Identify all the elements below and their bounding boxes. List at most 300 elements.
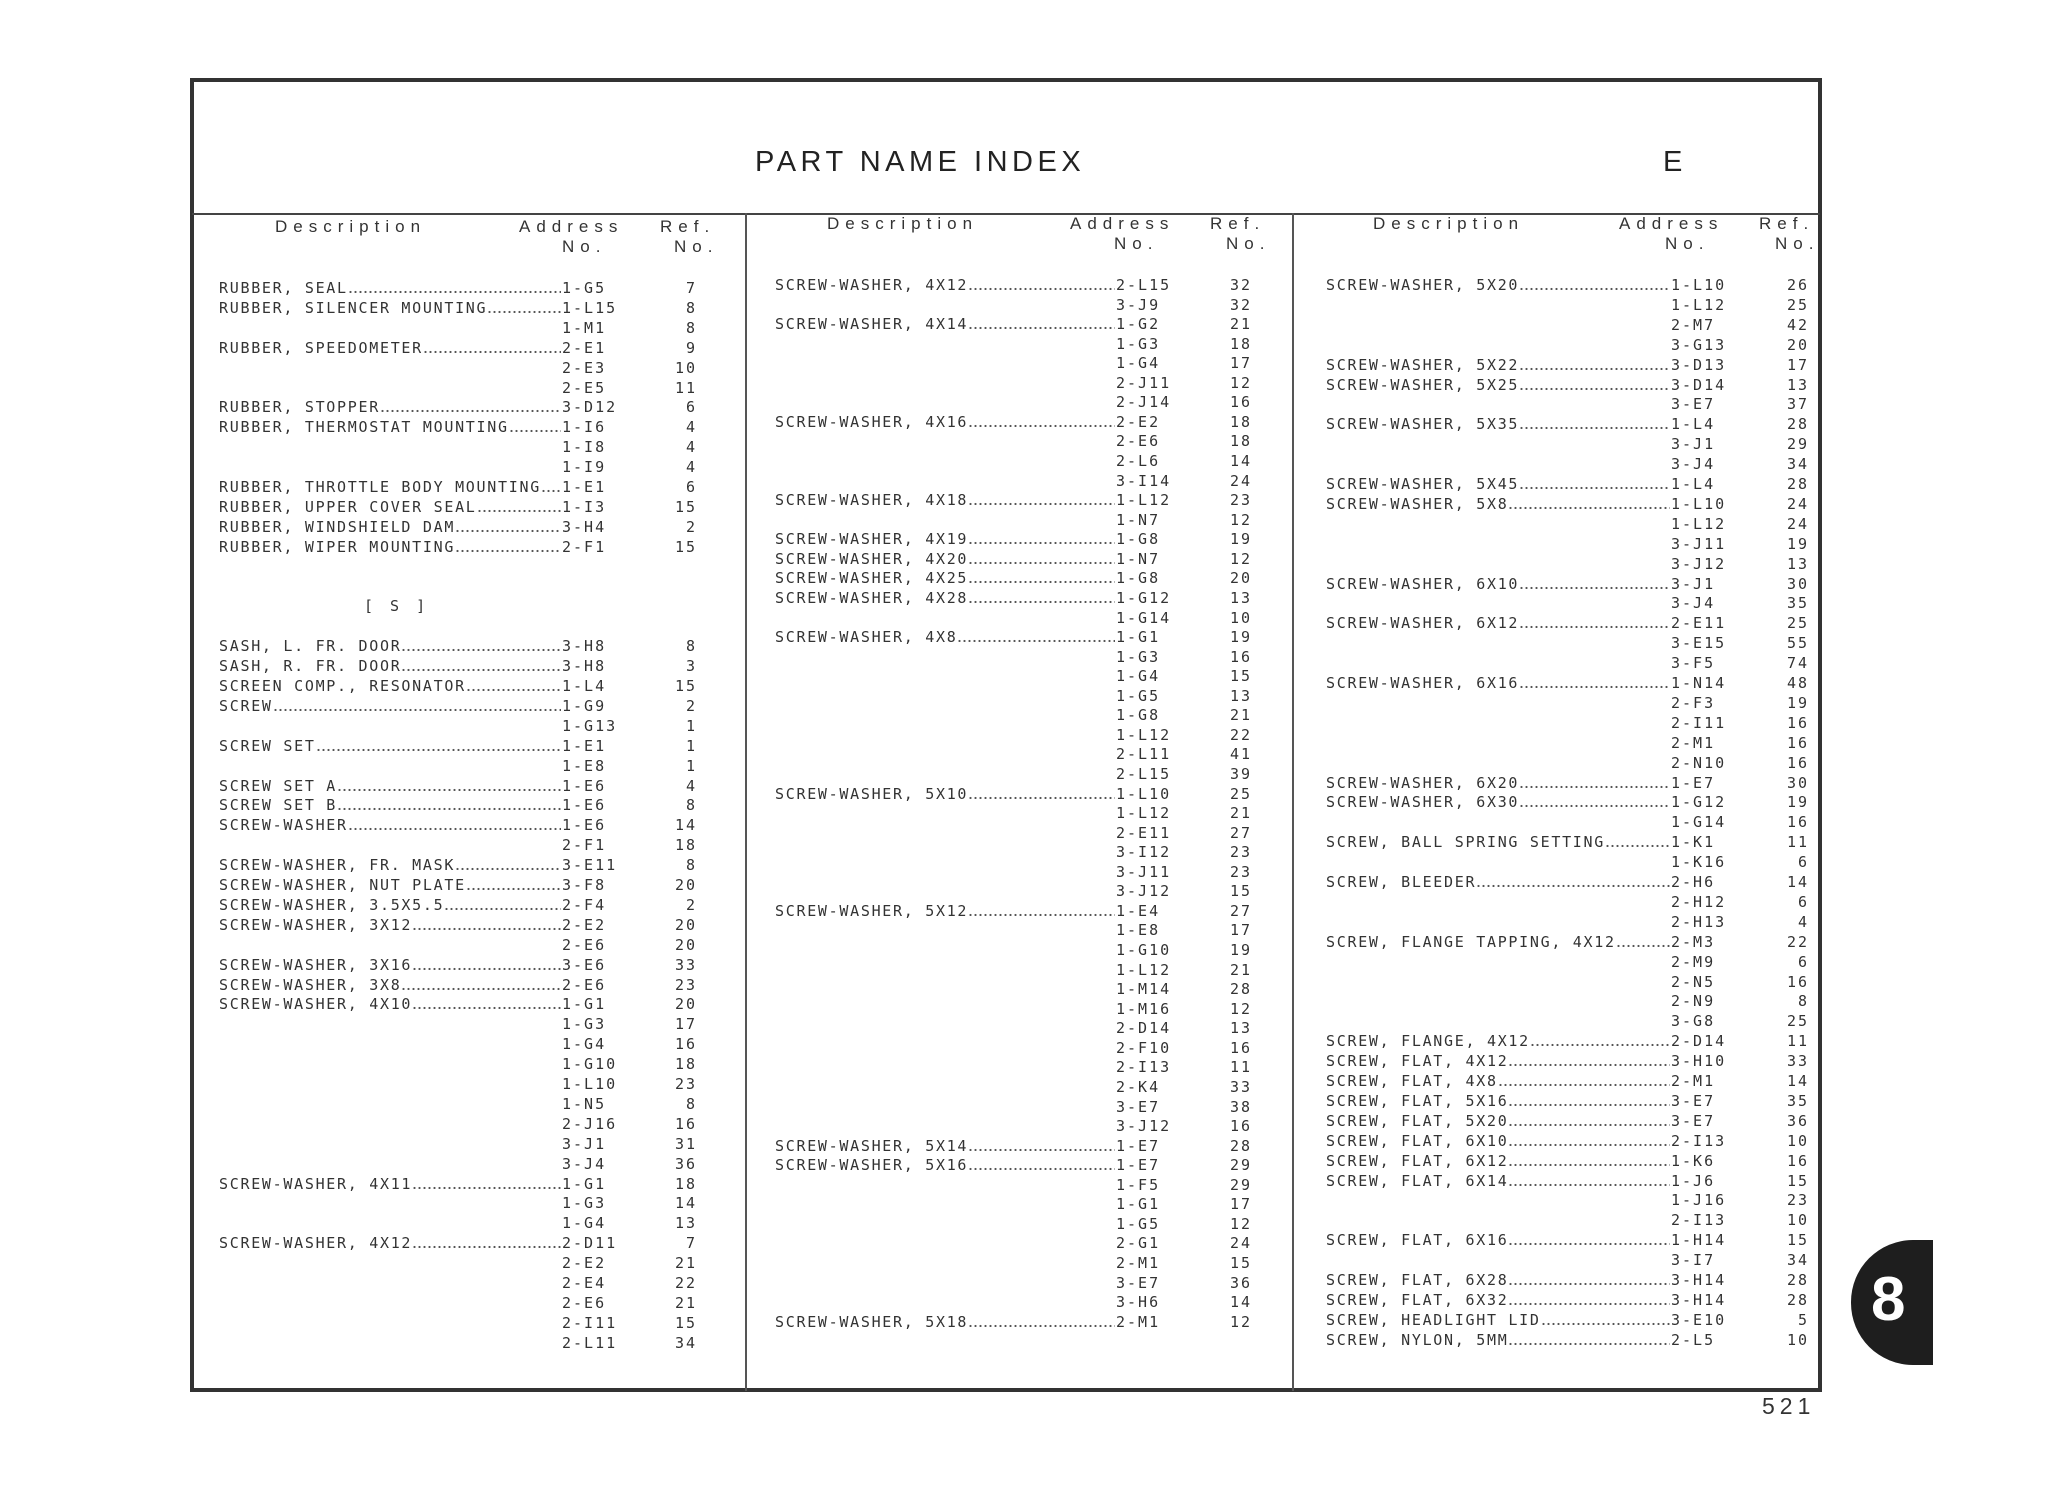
section-heading-label: [ S ] <box>364 597 430 616</box>
address-number: 1-G3 <box>562 1015 607 1034</box>
dot-leader <box>1508 1291 1670 1305</box>
ref-number: 12 <box>1229 373 1252 392</box>
address-number: 3-J1 <box>1671 435 1716 454</box>
address-number: 1-L15 <box>562 298 618 317</box>
ref-number: 36 <box>1786 1111 1809 1130</box>
part-description: SCREW, FLAT, 6X32 <box>1326 1290 1509 1309</box>
ref-number: 23 <box>1229 843 1252 862</box>
dot-leader <box>1519 774 1670 788</box>
address-number: 2-H13 <box>1671 912 1727 931</box>
address-number: 2-F4 <box>562 895 607 914</box>
column-divider <box>745 213 747 1391</box>
address-number: 3-H14 <box>1671 1271 1727 1289</box>
address-number: 3-E7 <box>1671 1111 1716 1130</box>
dot-leader <box>968 550 1115 564</box>
part-description: RUBBER, UPPER COVER SEAL <box>219 497 477 516</box>
address-number: 2-I13 <box>1671 1211 1727 1230</box>
part-description: RUBBER, SEAL <box>219 279 348 297</box>
dot-leader <box>1508 1132 1670 1146</box>
part-description: SCREW-WASHER, 6X20 <box>1326 773 1520 792</box>
address-number: 3-I7 <box>1671 1251 1716 1270</box>
ref-number: 13 <box>674 1214 697 1233</box>
ref-number: 15 <box>674 677 697 695</box>
page-number: 521 <box>1762 1393 1816 1419</box>
address-number: 1-G13 <box>562 716 618 735</box>
ref-number: 11 <box>1229 1058 1252 1077</box>
address-number: 2-F3 <box>1671 693 1716 712</box>
ref-number: 23 <box>674 1075 697 1093</box>
address-number: 2-E6 <box>562 975 607 994</box>
address-number: 2-M1 <box>1671 733 1716 752</box>
part-description: SCREW-WASHER, 5X14 <box>775 1136 969 1155</box>
part-description: SASH, L. FR. DOOR <box>219 637 402 656</box>
ref-number: 25 <box>1786 614 1809 633</box>
column-header-address-no: No. <box>1665 234 1710 253</box>
address-number: 2-L6 <box>1116 452 1161 471</box>
address-number: 3-G13 <box>1671 335 1727 354</box>
address-number: 2-D14 <box>1671 1032 1727 1051</box>
column-header-description: Description <box>1373 214 1525 233</box>
dot-leader <box>401 657 561 671</box>
dot-leader <box>348 279 561 293</box>
address-number: 3-J1 <box>562 1134 607 1153</box>
ref-number: 35 <box>1786 594 1809 613</box>
ref-number: 10 <box>1786 1131 1809 1150</box>
part-description-cell <box>219 398 561 416</box>
dot-leader <box>968 1313 1115 1327</box>
part-description-cell <box>219 856 561 874</box>
ref-number: 20 <box>1229 569 1252 588</box>
part-description: SCREW-WASHER, 4X25 <box>775 569 969 588</box>
part-description-cell <box>1326 1271 1670 1289</box>
ref-number: 16 <box>1229 393 1252 412</box>
address-number: 3-E15 <box>1671 634 1727 653</box>
address-number: 2-N9 <box>1671 992 1716 1011</box>
ref-number: 13 <box>1229 588 1252 607</box>
ref-number: 16 <box>1229 1038 1252 1057</box>
part-description-cell <box>1326 276 1670 294</box>
part-description: SCREW, FLAT, 5X20 <box>1326 1111 1509 1130</box>
column-header-ref-no: No. <box>1226 234 1271 253</box>
part-description-cell <box>219 916 561 934</box>
part-description-cell <box>1326 833 1670 851</box>
ref-number: 21 <box>1229 706 1252 725</box>
part-description: SCREW-WASHER, 3X16 <box>219 955 413 974</box>
address-number: 1-E7 <box>1671 773 1716 792</box>
dot-leader <box>1519 356 1670 370</box>
ref-number: 24 <box>1229 1234 1252 1253</box>
address-number: 1-G3 <box>1116 334 1161 353</box>
ref-number: 8 <box>1797 992 1809 1011</box>
address-number: 3-E7 <box>1671 1091 1716 1110</box>
part-description: SCREW-WASHER, 5X12 <box>775 901 969 920</box>
dot-leader <box>1508 1271 1670 1285</box>
dot-leader <box>444 896 561 910</box>
ref-number: 18 <box>674 836 697 855</box>
address-number: 2-E6 <box>562 1293 607 1312</box>
address-number: 2-N10 <box>1671 753 1727 772</box>
ref-number: 30 <box>1786 773 1809 792</box>
part-description: SCREW, FLAT, 6X16 <box>1326 1231 1509 1250</box>
part-description: SCREW, FLANGE TAPPING, 4X12 <box>1326 932 1616 951</box>
address-number: 1-E6 <box>562 816 607 835</box>
address-number: 1-K6 <box>1671 1151 1716 1170</box>
ref-number: 20 <box>674 995 697 1014</box>
part-description-cell <box>1326 1112 1670 1130</box>
ref-number: 14 <box>1229 1293 1252 1312</box>
ref-number: 23 <box>1229 491 1252 510</box>
address-number: 1-G4 <box>562 1214 607 1233</box>
address-number: 2-M3 <box>1671 932 1716 951</box>
dot-leader <box>968 276 1115 290</box>
ref-number: 29 <box>1229 1175 1252 1194</box>
address-number: 2-F10 <box>1116 1038 1172 1057</box>
address-number: 1-I9 <box>562 458 607 477</box>
address-number: 1-I8 <box>562 438 607 457</box>
part-description-cell <box>775 1137 1115 1155</box>
ref-number: 19 <box>1229 941 1252 960</box>
dot-leader <box>455 518 561 532</box>
dot-leader <box>1508 1231 1670 1245</box>
dot-leader <box>1498 1072 1670 1086</box>
column-header-address-no: No. <box>1114 234 1159 253</box>
ref-number: 39 <box>1229 765 1252 783</box>
column-header-ref-no: No. <box>674 237 719 256</box>
ref-number: 4 <box>685 438 697 457</box>
part-description-cell <box>775 1156 1115 1174</box>
ref-number: 29 <box>1786 435 1809 454</box>
ref-number: 32 <box>1229 295 1252 314</box>
address-number: 1-L12 <box>1116 491 1172 510</box>
part-description: RUBBER, SILENCER MOUNTING <box>219 298 488 317</box>
part-description-cell <box>1326 1072 1670 1090</box>
address-number: 3-J11 <box>1116 862 1172 881</box>
ref-number: 28 <box>1229 1136 1252 1155</box>
ref-number: 24 <box>1786 494 1809 513</box>
part-description-cell <box>219 896 561 914</box>
dot-leader <box>412 956 561 970</box>
dot-leader <box>337 796 561 810</box>
part-description-cell <box>219 677 561 695</box>
ref-number: 18 <box>1229 412 1252 431</box>
part-description-cell <box>219 339 561 357</box>
address-number: 3-J4 <box>1671 594 1716 613</box>
part-description: SCREW-WASHER, 4X18 <box>775 491 969 510</box>
address-number: 1-E6 <box>562 776 607 795</box>
address-number: 1-L10 <box>1671 494 1727 513</box>
address-number: 2-F1 <box>562 537 607 556</box>
address-number: 1-G8 <box>1116 530 1161 549</box>
part-description: SCREW-WASHER, 6X12 <box>1326 614 1520 633</box>
address-number: 2-M1 <box>1671 1072 1716 1090</box>
ref-number: 25 <box>1786 295 1809 314</box>
part-description-cell <box>1326 1172 1670 1190</box>
part-description: SCREW, FLAT, 4X8 <box>1326 1072 1498 1090</box>
part-description-cell <box>1326 1231 1670 1249</box>
ref-number: 15 <box>1786 1171 1809 1190</box>
dot-leader <box>466 876 561 890</box>
ref-number: 16 <box>1786 753 1809 772</box>
ref-number: 19 <box>1786 793 1809 812</box>
ref-number: 17 <box>1786 355 1809 374</box>
part-description-cell <box>1326 614 1670 632</box>
part-description: SCREW-WASHER, 5X18 <box>775 1312 969 1331</box>
ref-number: 11 <box>674 378 697 397</box>
ref-number: 19 <box>1786 534 1809 553</box>
ref-number: 4 <box>685 776 697 795</box>
ref-number: 16 <box>674 1114 697 1133</box>
part-description-cell <box>1326 1132 1670 1150</box>
address-number: 2-N5 <box>1671 972 1716 991</box>
address-number: 1-N14 <box>1671 674 1727 692</box>
column-header-ref: Ref. <box>660 217 716 236</box>
ref-number: 10 <box>1786 1330 1809 1349</box>
ref-number: 19 <box>1229 530 1252 549</box>
dot-leader <box>968 1137 1115 1151</box>
address-number: 2-F1 <box>562 836 607 855</box>
part-description-cell <box>775 276 1115 294</box>
ref-number: 12 <box>1229 549 1252 568</box>
part-description: SCREW, FLAT, 6X10 <box>1326 1131 1509 1150</box>
dot-leader <box>1508 1092 1670 1106</box>
part-description: SCREW SET B <box>219 796 338 815</box>
address-number: 1-F5 <box>1116 1175 1161 1194</box>
ref-number: 34 <box>674 1333 697 1352</box>
ref-number: 34 <box>1786 1251 1809 1270</box>
ref-number: 6 <box>1797 853 1809 872</box>
part-description: SCREW-WASHER <box>219 816 348 835</box>
part-description: SCREW-WASHER, 4X10 <box>219 995 413 1014</box>
part-description: SCREW-WASHER, 4X16 <box>775 412 969 431</box>
part-description-cell <box>219 697 561 715</box>
address-number: 3-J12 <box>1671 554 1727 573</box>
address-number: 2-E11 <box>1116 823 1172 842</box>
ref-number: 17 <box>674 1015 697 1034</box>
address-number: 1-E7 <box>1116 1156 1161 1175</box>
part-description-cell <box>219 876 561 894</box>
part-description-cell <box>219 816 561 834</box>
ref-number: 7 <box>685 279 697 297</box>
address-number: 1-G10 <box>1116 941 1172 960</box>
ref-number: 36 <box>674 1154 697 1173</box>
dot-leader <box>401 976 561 990</box>
part-description: SCREW-WASHER, 5X16 <box>775 1156 969 1175</box>
dot-leader <box>1519 674 1670 688</box>
part-description: SCREW, HEADLIGHT LID <box>1326 1310 1541 1329</box>
address-number: 3-E6 <box>562 955 607 974</box>
part-description-cell <box>1326 774 1670 792</box>
address-number: 2-E1 <box>562 338 607 357</box>
ref-number: 18 <box>674 1055 697 1074</box>
address-number: 3-H6 <box>1116 1293 1161 1312</box>
part-description-cell <box>219 796 561 814</box>
part-description-cell <box>219 299 561 317</box>
address-number: 1-L12 <box>1671 295 1727 314</box>
dot-leader <box>968 413 1115 427</box>
ref-number: 15 <box>674 497 697 516</box>
ref-number: 2 <box>685 517 697 536</box>
ref-number: 37 <box>1786 395 1809 414</box>
address-number: 3-H4 <box>562 517 607 536</box>
dot-leader <box>1519 376 1670 390</box>
part-description: SCREW-WASHER, NUT PLATE <box>219 876 466 894</box>
part-description: SCREW-WASHER, 5X22 <box>1326 355 1520 374</box>
ref-number: 42 <box>1786 315 1809 334</box>
part-description: SCREW-WASHER, 4X12 <box>219 1234 413 1253</box>
address-number: 2-L15 <box>1116 276 1172 294</box>
address-number: 3-D14 <box>1671 375 1727 394</box>
part-description: SCREW, FLANGE, 4X12 <box>1326 1032 1530 1051</box>
column-header-description: Description <box>275 217 427 236</box>
ref-number: 8 <box>685 637 697 656</box>
part-description: SCREW-WASHER, 4X14 <box>775 315 969 334</box>
address-number: 1-G9 <box>562 696 607 715</box>
ref-number: 29 <box>1229 1156 1252 1175</box>
ref-number: 3 <box>685 657 697 676</box>
address-number: 2-I11 <box>562 1313 618 1332</box>
part-description-cell <box>1326 475 1670 493</box>
ref-number: 14 <box>1229 452 1252 471</box>
address-number: 1-G1 <box>562 1174 607 1193</box>
address-number: 2-J11 <box>1116 373 1172 392</box>
dot-leader <box>1508 1052 1670 1066</box>
ref-number: 28 <box>1229 980 1252 999</box>
ref-number: 28 <box>1786 475 1809 493</box>
part-description: SCREW-WASHER, 6X30 <box>1326 793 1520 812</box>
column-header-address: Address <box>1619 214 1724 233</box>
address-number: 3-E11 <box>562 856 618 875</box>
ref-number: 33 <box>1786 1052 1809 1071</box>
address-number: 2-E4 <box>562 1274 607 1292</box>
ref-number: 15 <box>1786 1231 1809 1250</box>
part-description-cell <box>1326 933 1670 951</box>
address-number: 3-E7 <box>1671 395 1716 414</box>
ref-number: 27 <box>1229 901 1252 920</box>
ref-number: 9 <box>685 338 697 357</box>
part-description-cell <box>1326 674 1670 692</box>
ref-number: 25 <box>1786 1012 1809 1031</box>
address-number: 2-L5 <box>1671 1330 1716 1349</box>
dot-leader <box>968 315 1115 329</box>
part-description-cell <box>219 498 561 516</box>
address-number: 3-I14 <box>1116 471 1172 490</box>
part-description: SCREW, FLAT, 6X28 <box>1326 1271 1509 1289</box>
address-number: 1-K16 <box>1671 853 1727 872</box>
ref-number: 15 <box>674 1313 697 1332</box>
dot-leader <box>337 777 561 791</box>
part-description: SCREW, BALL SPRING SETTING <box>1326 833 1605 852</box>
address-number: 1-G1 <box>1116 1195 1161 1214</box>
dot-leader <box>487 299 561 313</box>
ref-number: 18 <box>674 1174 697 1193</box>
address-number: 2-E11 <box>1671 614 1727 633</box>
ref-number: 30 <box>1786 574 1809 593</box>
part-description: RUBBER, SPEEDOMETER <box>219 338 423 357</box>
address-number: 1-K1 <box>1671 833 1716 852</box>
ref-number: 10 <box>1786 1211 1809 1230</box>
part-description-cell <box>775 589 1115 607</box>
address-number: 3-E10 <box>1671 1310 1727 1329</box>
dot-leader <box>412 1234 561 1248</box>
address-number: 3-J4 <box>562 1154 607 1173</box>
address-number: 3-J12 <box>1116 1117 1172 1136</box>
section-tab-number: 8 <box>1871 1265 1906 1334</box>
address-number: 1-G3 <box>1116 647 1161 666</box>
ref-number: 8 <box>685 796 697 815</box>
ref-number: 1 <box>685 736 697 755</box>
dot-leader <box>1508 1172 1670 1186</box>
part-description-cell <box>775 1313 1115 1331</box>
dot-leader <box>968 1156 1115 1170</box>
address-number: 1-N7 <box>1116 510 1161 529</box>
ref-number: 13 <box>1229 1019 1252 1038</box>
ref-number: 12 <box>1229 999 1252 1018</box>
part-description: RUBBER, STOPPER <box>219 398 380 417</box>
address-number: 3-J1 <box>1671 574 1716 593</box>
address-number: 3-H14 <box>1671 1290 1727 1309</box>
address-number: 1-G12 <box>1671 793 1727 812</box>
part-description-cell <box>219 637 561 655</box>
address-number: 2-J14 <box>1116 393 1172 412</box>
part-description-cell <box>219 518 561 536</box>
part-description: SCREW-WASHER, 5X35 <box>1326 415 1520 434</box>
ref-number: 2 <box>685 895 697 914</box>
dot-leader <box>1476 873 1670 887</box>
address-number: 1-E8 <box>562 756 607 775</box>
address-number: 2-K4 <box>1116 1077 1161 1096</box>
part-description-cell <box>1326 495 1670 513</box>
ref-number: 28 <box>1786 415 1809 434</box>
part-description-cell <box>775 569 1115 587</box>
address-number: 3-E7 <box>1116 1097 1161 1116</box>
ref-number: 31 <box>674 1134 697 1153</box>
address-number: 2-I13 <box>1116 1058 1172 1077</box>
dot-leader <box>968 589 1115 603</box>
ref-number: 36 <box>1229 1273 1252 1292</box>
address-number: 2-J16 <box>562 1114 618 1133</box>
dot-leader <box>957 628 1115 642</box>
ref-number: 16 <box>1786 813 1809 832</box>
address-number: 3-J12 <box>1116 882 1172 901</box>
address-number: 1-J16 <box>1671 1191 1727 1210</box>
address-number: 2-I11 <box>1671 713 1727 732</box>
part-description-cell <box>1326 1092 1670 1110</box>
ref-number: 23 <box>1229 862 1252 881</box>
dot-leader <box>1616 933 1670 947</box>
ref-number: 16 <box>1786 713 1809 732</box>
dot-leader <box>541 478 561 492</box>
ref-number: 8 <box>685 318 697 337</box>
part-description-cell <box>1326 1032 1670 1050</box>
dot-leader <box>466 677 561 691</box>
address-number: 1-M1 <box>562 318 607 337</box>
ref-number: 6 <box>1797 952 1809 971</box>
ref-number: 8 <box>685 1094 697 1113</box>
address-number: 1-N7 <box>1116 549 1161 568</box>
part-description-cell <box>219 279 561 297</box>
ref-number: 74 <box>1786 654 1809 673</box>
part-description: SCREW-WASHER, 3.5X5.5 <box>219 895 445 914</box>
address-number: 1-E1 <box>562 736 607 755</box>
dot-leader <box>1508 1152 1670 1166</box>
ref-number: 12 <box>1229 510 1252 529</box>
ref-number: 16 <box>674 1035 697 1054</box>
address-number: 2-L11 <box>1116 745 1172 764</box>
part-description: SCREW-WASHER, 5X25 <box>1326 375 1520 394</box>
part-description-cell <box>1326 376 1670 394</box>
address-number: 1-G2 <box>1116 315 1161 334</box>
part-description: RUBBER, THROTTLE BODY MOUNTING <box>219 478 541 496</box>
